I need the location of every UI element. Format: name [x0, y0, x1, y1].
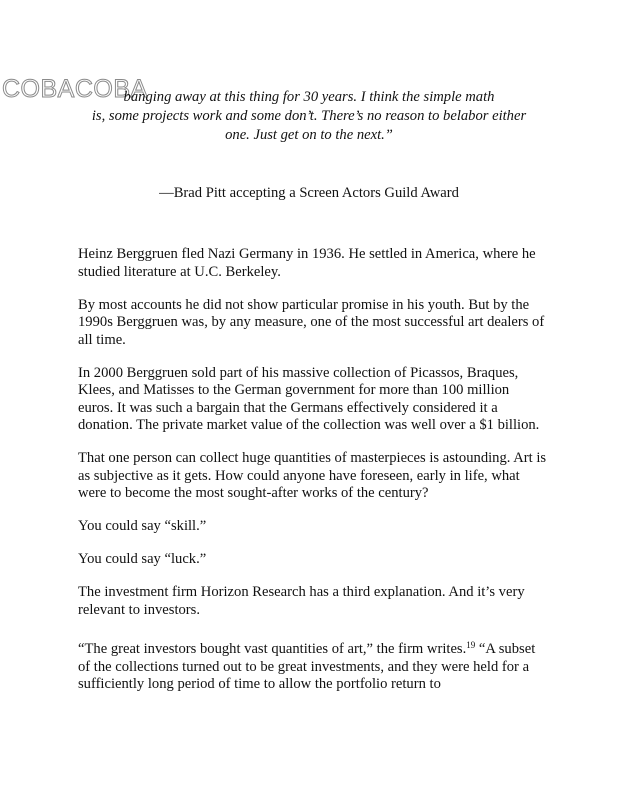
quote-line: one. Just get on to the next.” [225, 127, 393, 143]
paragraph: You could say “luck.” [78, 551, 207, 567]
quote-attribution: —Brad Pitt accepting a Screen Actors Guild Award [159, 185, 459, 201]
paragraph: The investment firm Horizon Research has a third explanation. And it’s very relevant to investors. [78, 584, 525, 618]
quote-line: is, some projects work and some don’t. There’s no reason to belabor either [91, 108, 527, 124]
paragraph: In 2000 Berggruen sold part of his massive collection of Picassos, Braques, Klees, and Matisses to the German government for more than 100 million euros. It was such a bargain that the Germans effectively considered it a donation. The private market value of the collection was well over a $1 billion. [78, 364, 540, 433]
footnote-marker[interactable]: 19 [466, 640, 476, 650]
paragraph-text: “The great investors bought vast quantities of art,” the firm writes. [78, 641, 467, 657]
quote-line: banging away at this thing for 30 years. I think the simple math [123, 89, 495, 105]
body-text [78, 246, 548, 709]
paragraph: That one person can collect huge quantities of masterpieces is astounding. Art is as subjective as it gets. How could anyone have foreseen, early in life, what were to become the most sought-after works of the century? [78, 450, 547, 501]
epigraph-quote [78, 88, 540, 145]
paragraph: By most accounts he did not show particular promise in his youth. But by the 1990s Berggruen was, by any measure, one of the most successful art dealers of all time. [78, 296, 545, 348]
paragraph: Heinz Berggruen fled Nazi Germany in 1936. He settled in America, where he studied literature at U.C. Berkeley. [78, 246, 536, 280]
paragraph: You could say “skill.” [78, 518, 207, 534]
watermark-logo: COBACOBA [2, 75, 148, 103]
paragraph [78, 641, 548, 694]
paragraph-text: “A subset of the collections turned out to be great investments, and they were held for a sufficiently long period of time to allow the portfolio return to [78, 641, 536, 692]
